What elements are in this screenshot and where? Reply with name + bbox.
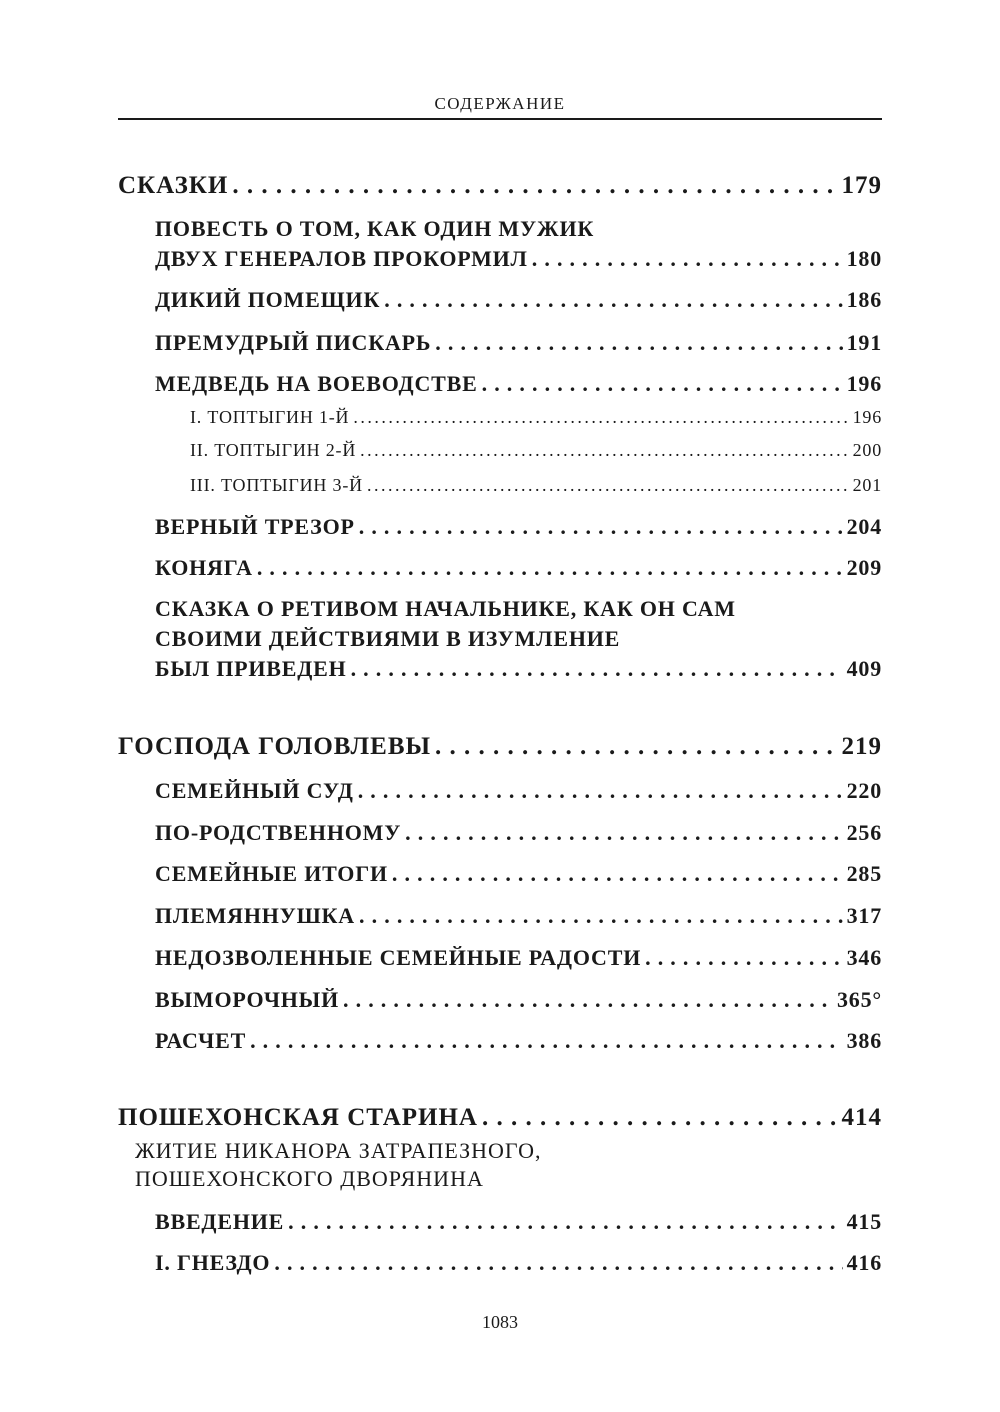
toc-page-number: 220 bbox=[846, 778, 882, 803]
toc-section-golovlevy[interactable] bbox=[118, 733, 882, 761]
dot-leader bbox=[435, 733, 837, 761]
dot-leader bbox=[482, 1104, 838, 1132]
toc-entry-title-line[interactable]: СВОИМИ ДЕЙСТВИЯМИ В ИЗУМЛЕНИЕ bbox=[155, 626, 621, 651]
toc-section-skazki[interactable] bbox=[118, 172, 882, 200]
toc-page-number: 186 bbox=[846, 287, 882, 312]
toc-page-number: 346 bbox=[846, 945, 882, 970]
dot-leader bbox=[435, 330, 842, 356]
dot-leader bbox=[232, 172, 837, 200]
toc-section-title: ПОШЕХОНСКАЯ СТАРИНА bbox=[118, 1104, 478, 1131]
toc-page-number: 179 bbox=[841, 172, 882, 199]
toc-entry-title: БЫЛ ПРИВЕДЕН bbox=[155, 656, 347, 681]
section-subtitle-line: ПОШЕХОНСКОГО ДВОРЯНИНА bbox=[135, 1166, 484, 1191]
dot-leader bbox=[359, 514, 843, 540]
toc-entry-title: ВЫМОРОЧНЫЙ bbox=[155, 987, 339, 1012]
toc-entry-title-line[interactable]: СКАЗКА О РЕТИВОМ НАЧАЛЬНИКЕ, КАК ОН САМ bbox=[155, 596, 736, 621]
toc-entry-title: ДИКИЙ ПОМЕЩИК bbox=[155, 287, 381, 312]
toc-page-number: 365° bbox=[837, 987, 882, 1012]
toc-page-number: 256 bbox=[846, 820, 882, 845]
header-rule bbox=[118, 118, 882, 120]
toc-entry[interactable] bbox=[155, 1209, 882, 1235]
toc-entry-title: ПЛЕМЯННУШКА bbox=[155, 903, 356, 928]
toc-entry-title: КОНЯГА bbox=[155, 555, 253, 580]
dot-leader bbox=[274, 1250, 842, 1276]
toc-entry-title: НЕДОЗВОЛЕННЫЕ СЕМЕЙНЫЕ РАДОСТИ bbox=[155, 945, 642, 970]
toc-subentry[interactable] bbox=[190, 407, 882, 428]
toc-entry[interactable] bbox=[155, 778, 882, 804]
toc-page-number: 180 bbox=[846, 246, 882, 271]
toc-entry[interactable] bbox=[155, 246, 882, 272]
toc-entry[interactable] bbox=[155, 555, 882, 581]
dot-leader bbox=[367, 475, 849, 496]
toc-entry[interactable] bbox=[155, 987, 882, 1013]
dot-leader bbox=[288, 1209, 842, 1235]
toc-entry[interactable] bbox=[155, 820, 882, 846]
dot-leader bbox=[482, 371, 843, 397]
toc-entry[interactable] bbox=[155, 861, 882, 887]
toc-entry-title: СЕМЕЙНЫЙ СУД bbox=[155, 778, 354, 803]
dot-leader bbox=[405, 820, 842, 846]
toc-entry[interactable] bbox=[155, 371, 882, 397]
toc-page-number: 201 bbox=[852, 475, 882, 495]
toc-page-number: 196 bbox=[852, 407, 882, 427]
toc-subentry-title: II. ТОПТЫГИН 2-Й bbox=[190, 440, 357, 460]
toc-entry[interactable] bbox=[155, 945, 882, 971]
toc-entry-title: МЕДВЕДЬ НА ВОЕВОДСТВЕ bbox=[155, 371, 478, 396]
dot-leader bbox=[645, 945, 842, 971]
toc-page-number: 204 bbox=[846, 514, 882, 539]
toc-page-number: 317 bbox=[846, 903, 882, 928]
toc-page-number: 415 bbox=[846, 1209, 882, 1234]
toc-subentry-title: III. ТОПТЫГИН 3-Й bbox=[190, 475, 363, 495]
toc-page-number: 219 bbox=[841, 733, 882, 760]
dot-leader bbox=[358, 778, 843, 804]
toc-page-number: 191 bbox=[846, 330, 882, 355]
dot-leader bbox=[360, 440, 848, 461]
dot-leader bbox=[392, 861, 843, 887]
dot-leader bbox=[343, 987, 833, 1013]
dot-leader bbox=[532, 246, 843, 272]
dot-leader bbox=[257, 555, 843, 581]
dot-leader bbox=[351, 656, 843, 682]
toc-entry[interactable] bbox=[155, 656, 882, 682]
toc-entry[interactable] bbox=[155, 514, 882, 540]
toc-entry-title: ДВУХ ГЕНЕРАЛОВ ПРОКОРМИЛ bbox=[155, 246, 528, 271]
toc-page-number: 409 bbox=[846, 656, 882, 681]
toc-subentry[interactable] bbox=[190, 475, 882, 496]
toc-page-number: 209 bbox=[846, 555, 882, 580]
toc-entry[interactable] bbox=[155, 1028, 882, 1054]
toc-entry-title: СЕМЕЙНЫЕ ИТОГИ bbox=[155, 861, 388, 886]
toc-page-number: 414 bbox=[841, 1104, 882, 1131]
toc-entry-title: ПРЕМУДРЫЙ ПИСКАРЬ bbox=[155, 330, 432, 355]
toc-page-number: 200 bbox=[852, 440, 882, 460]
toc-entry-title: ПО-РОДСТВЕННОМУ bbox=[155, 820, 402, 845]
toc-page-number: 285 bbox=[846, 861, 882, 886]
toc-page-number: 196 bbox=[846, 371, 882, 396]
toc-entry[interactable] bbox=[155, 330, 882, 356]
toc-entry-title-line[interactable]: ПОВЕСТЬ О ТОМ, КАК ОДИН МУЖИК bbox=[155, 216, 595, 241]
toc-section-poshekhonskaya[interactable] bbox=[118, 1104, 882, 1132]
page-number: 1083 bbox=[482, 1312, 518, 1332]
dot-leader bbox=[384, 287, 842, 313]
toc-entry[interactable] bbox=[155, 287, 882, 313]
toc-entry-title: ВВЕДЕНИЕ bbox=[155, 1209, 285, 1234]
section-subtitle-line: ЖИТИЕ НИКАНОРА ЗАТРАПЕЗНОГО, bbox=[135, 1138, 542, 1163]
toc-subentry-title: I. ТОПТЫГИН 1-Й bbox=[190, 407, 350, 427]
toc-entry-title: I. ГНЕЗДО bbox=[155, 1250, 271, 1275]
dot-leader bbox=[353, 407, 848, 428]
toc-section-title: ГОСПОДА ГОЛОВЛЕВЫ bbox=[118, 733, 432, 760]
toc-entry-title: РАСЧЕТ bbox=[155, 1028, 247, 1053]
running-header: СОДЕРЖАНИЕ bbox=[434, 94, 566, 113]
toc-entry-title: ВЕРНЫЙ ТРЕЗОР bbox=[155, 514, 355, 539]
toc-subentry[interactable] bbox=[190, 440, 882, 461]
dot-leader bbox=[359, 903, 843, 929]
dot-leader bbox=[250, 1028, 843, 1054]
toc-section-title: СКАЗКИ bbox=[118, 172, 229, 199]
toc-entry[interactable] bbox=[155, 903, 882, 929]
toc-page-number: 416 bbox=[846, 1250, 882, 1275]
toc-entry[interactable] bbox=[155, 1250, 882, 1276]
toc-page-number: 386 bbox=[846, 1028, 882, 1053]
